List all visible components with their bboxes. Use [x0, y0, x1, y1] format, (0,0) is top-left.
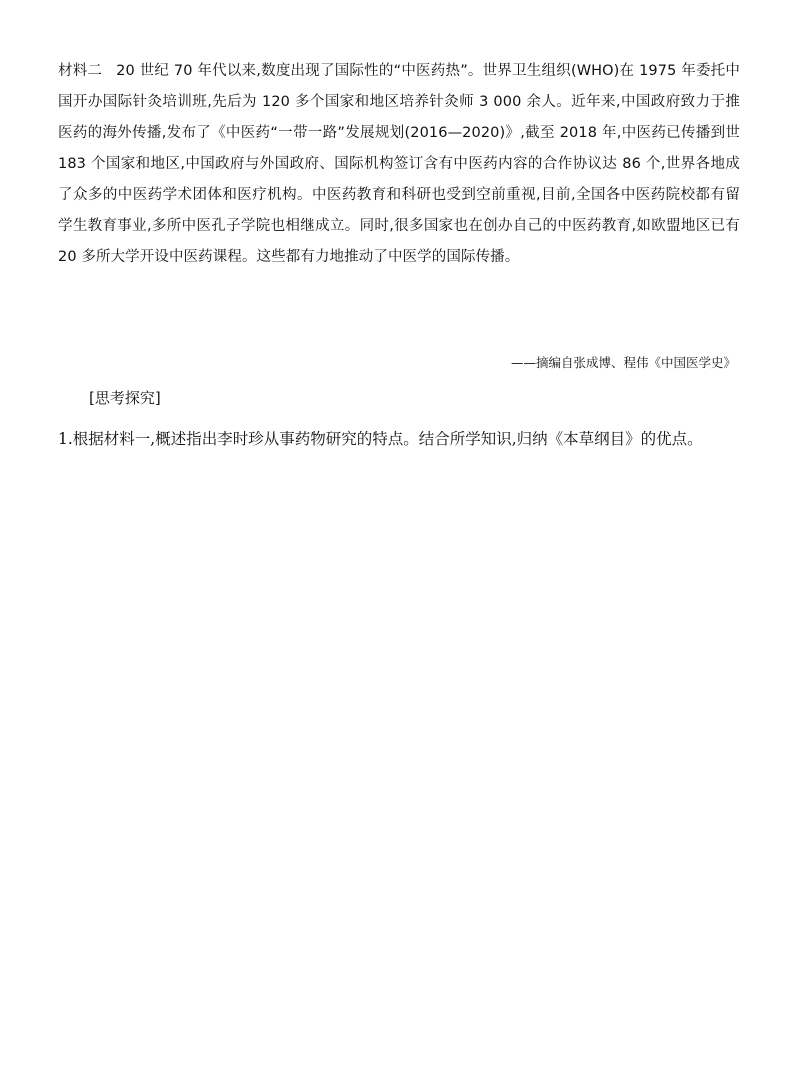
passage-line-3: 医药的海外传播,发布了《中医药“一带一路”发展规划(2016—2020)》,截至 2018 年,中医药已传播到世	[58, 125, 740, 141]
passage-line-1	[58, 56, 740, 87]
passage-line-6: 学生教育事业,多所中医孔子学院也相继成立。同时,很多国家也在创办自己的中医药教育,如欧盟地区已有	[58, 218, 740, 234]
passage-line-4: 183 个国家和地区,中国政府与外国政府、国际机构签订含有中医药内容的合作协议达 86 个,世界各地成	[58, 156, 740, 172]
passage-line-7: 20 多所大学开设中医药课程。这些都有力地推动了中医学的国际传播。	[58, 249, 520, 265]
passage-line-5: 了众多的中医药学术团体和医疗机构。中医药教育和科研也受到空前重视,目前,全国各中医药院校都有留	[58, 187, 740, 203]
passage-line-text: 20 世纪 70 年代以来,数度出现了国际性的“中医药热”。世界卫生组织(WHO)在 1975 年委托中	[116, 63, 740, 79]
passage-line-2: 国开办国际针灸培训班,先后为 120 多个国家和地区培养针灸师 3 000 余人。近年来,中国政府致力于推	[58, 94, 740, 110]
think-section-heading: [思考探究]	[89, 389, 161, 407]
material-label: 材料二	[58, 63, 103, 79]
question-1: 1.根据材料一,概述指出李时珍从事药物研究的特点。结合所学知识,归纳《本草纲目》的优点。	[58, 430, 703, 448]
source-citation: ——摘编自张成博、程伟《中国医学史》	[510, 355, 736, 370]
material-two-passage	[58, 56, 740, 273]
